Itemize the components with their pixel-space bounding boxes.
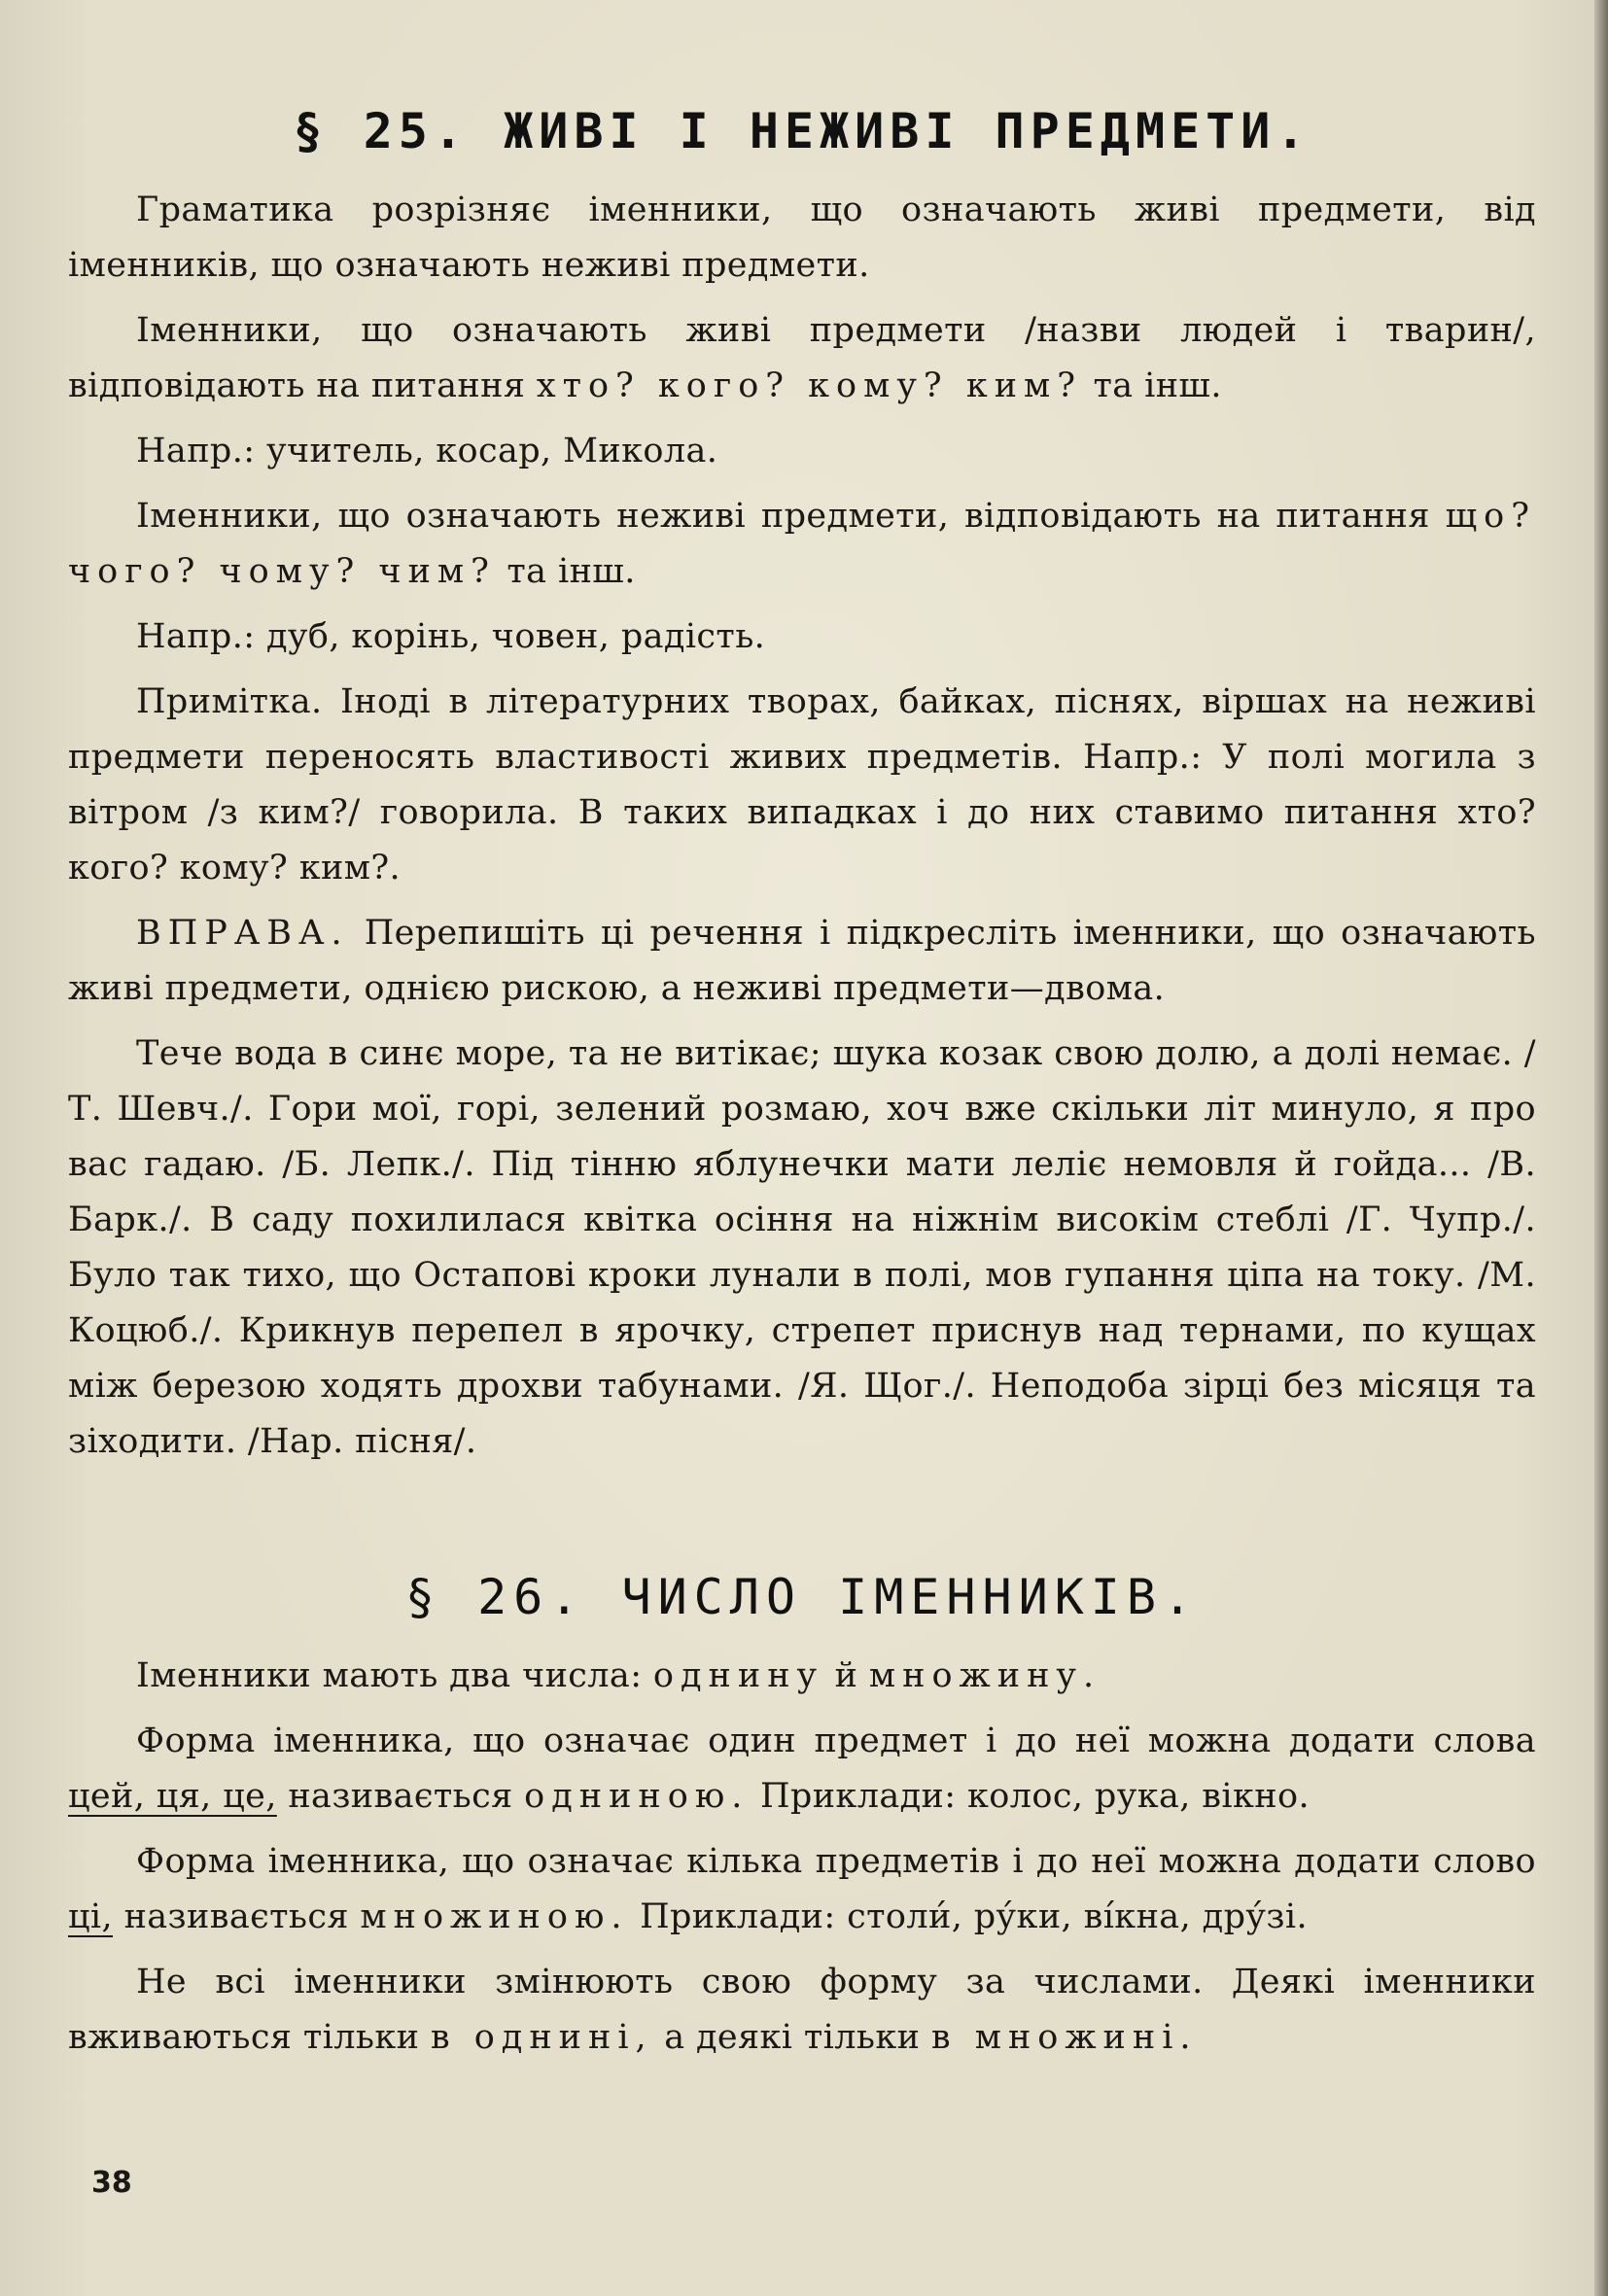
section-26-paragraph-2 (68, 1714, 1536, 1825)
term-singular: однину (652, 1656, 824, 1695)
paragraph-2-text: Форма іменника, що означає один предмет і до неї можна додати слова (136, 1722, 1536, 1760)
paragraph-2-tail: та інш. (1093, 366, 1222, 405)
paragraph-3-examples: Приклади: столи́, ру́ки, ві́кна, дру́зі. (640, 1897, 1308, 1936)
paragraph-2-examples: Приклади: колос, рука, вікно. (759, 1777, 1310, 1816)
page-content (68, 97, 1536, 2066)
paragraph-3-text: Іменники, що означають неживі предмети, відповідають на питання (136, 497, 1430, 536)
paragraph-2-mid: називається (288, 1777, 513, 1816)
exercise-instruction: Перепишіть ці речення і підкресліть іменники, що означають живі предмети, однією рискою, а неживі предмети—двома. (68, 914, 1536, 1008)
conjunction: й (834, 1656, 858, 1695)
section-26-title: § 26. ЧИСЛО ІМЕННИКІВ. (404, 1569, 1200, 1625)
section-25-paragraph-2 (68, 303, 1536, 414)
term-singular-definition: одниною. (524, 1777, 750, 1816)
section-25-paragraph-3 (68, 489, 1536, 600)
section-25-example-2: Напр.: дуб, корінь, човен, радість. (136, 617, 766, 656)
section-25-title: § 25. ЖИВІ І НЕЖИВІ ПРЕДМЕТИ. (293, 103, 1311, 159)
paragraph-3-tail: та інш. (507, 552, 636, 591)
question-words-inanimate: що? чого? чому? чим? (68, 497, 1537, 591)
underlined-words-singular: цей, ця, це, (68, 1777, 277, 1816)
section-25-exercise (68, 906, 1536, 1017)
term-in-plural: в множині. (930, 2018, 1198, 2057)
section-25-example-1: Напр.: учитель, косар, Микола. (136, 432, 718, 470)
term-plural-definition: множиною. (360, 1897, 629, 1936)
section-25-note: Примітка. Іноді в літературних творах, байках, піснях, віршах на неживі предмети переносять властивості живих предметів. Напр.: У полі могила з вітром /з ким?/ говорила. В таких випадках і до них ставимо питання хто? кого? кому? ким?. (68, 682, 1536, 887)
paragraph-2-text: Іменники, що означають живі предмети /назви людей і тварин/, відповідають на питання (68, 311, 1536, 405)
paragraph-3-mid: називається (123, 1897, 349, 1936)
section-26-paragraph-1 (68, 1649, 1536, 1704)
paragraph-4-text: Не всі іменники змінюють свою форму за числами. Деякі іменники вживаються тільки (68, 1963, 1536, 2057)
section-25-exercise-sentences: Тече вода в синє море, та не витікає; шука козак свою долю, а долі немає. /Т. Шевч./. Гори мої, горі, зелений розмаю, хоч вже скільки літ минуло, я про вас гадаю. /Б. Лепк./. Під тінню яблунечки мати леліє немовля й гойда... /В. Барк./. В саду похилилася квітка осіння на ніжнім високім стеблі /Г. Чупр./. Було так тихо, що Остапові кроки лунали в полі, мов гупання ціпа на току. /М. Коцюб./. Крикнув перепел в ярочку, стрепет приснув над тернами, по кущах між березою ходять дрохви табунами. /Я. Щог./. Неподоба зірці без місяця та зіходити. /Нар. пісня/. (68, 1034, 1536, 1461)
section-26-paragraph-3 (68, 1834, 1536, 1945)
term-plural: множину. (868, 1656, 1101, 1695)
paragraph-1-text: Іменники мають два числа: (136, 1656, 643, 1695)
question-words-animate: хто? кого? кому? ким? (536, 366, 1083, 405)
term-in-singular: в однині, (430, 2018, 653, 2057)
section-26-paragraph-4 (68, 1955, 1536, 2066)
page-edge-shadow (1594, 0, 1608, 2296)
underlined-word-plural: ці, (68, 1897, 114, 1936)
page-number: 38 (91, 2166, 132, 2200)
section-25-paragraph-1: Граматика розрізняє іменники, що означають живі предмети, від іменників, що означають неживі предмети. (68, 191, 1536, 285)
exercise-label: ВПРАВА. (136, 914, 349, 953)
paragraph-4-mid: а деякі тільки (664, 2018, 921, 2057)
paragraph-3-text: Форма іменника, що означає кілька предметів і до неї можна додати слово (136, 1842, 1536, 1881)
